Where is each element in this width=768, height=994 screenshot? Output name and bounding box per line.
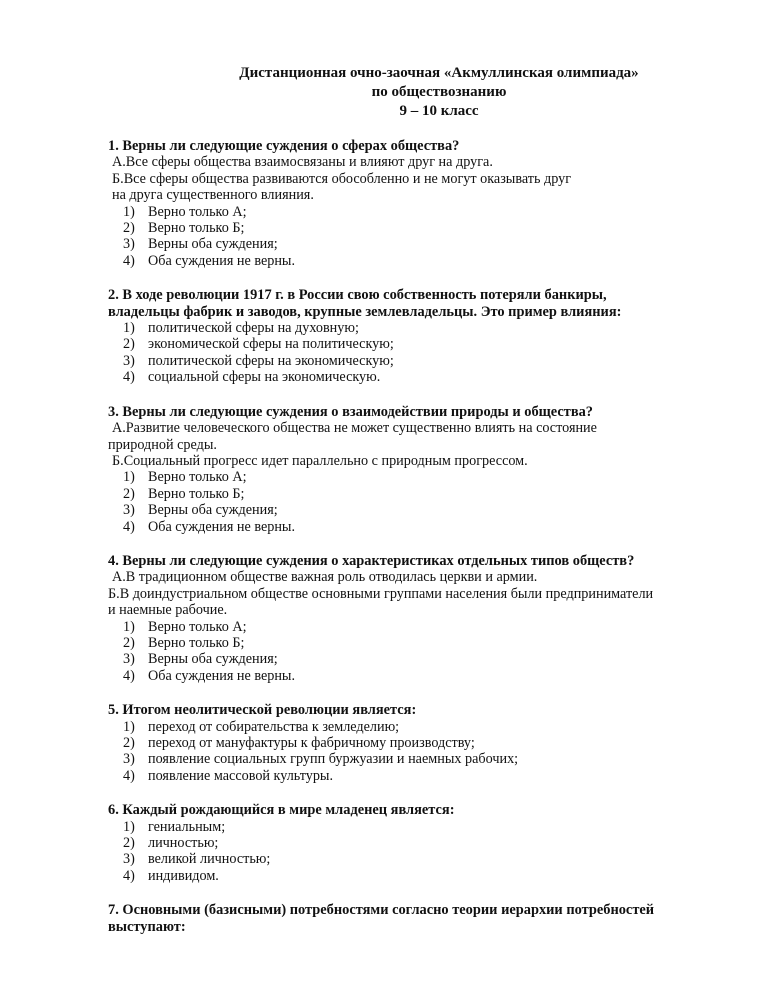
answer-option [108, 651, 728, 667]
option-text: Оба суждения не верны. [148, 252, 296, 269]
statement-b: Б.В доиндустриальном обществе основными группами населения были предприниматели [108, 585, 654, 602]
option-text: Верны оба суждения; [148, 236, 278, 253]
option-text: Верны оба суждения; [148, 502, 278, 519]
option-text: Верно только Б; [148, 485, 245, 502]
option-text: Верно только А; [148, 469, 247, 486]
answer-options [108, 819, 728, 885]
option-number: 4) [123, 767, 135, 784]
option-text: политической сферы на экономическую; [148, 352, 394, 369]
statement-a: А.Все сферы общества взаимосвязаны и влияют друг на друга. [112, 154, 493, 171]
statement-a: А.В традиционном обществе важная роль отводилась церкви и армии. [112, 569, 538, 586]
answer-option [108, 819, 728, 835]
answer-option [108, 668, 728, 684]
question-1 [108, 138, 728, 269]
answer-option [108, 735, 728, 751]
option-number: 4) [123, 518, 135, 535]
option-number: 1) [123, 469, 135, 486]
option-text: Верно только Б; [148, 634, 245, 651]
statement-b-continued: и наемные рабочие. [108, 602, 228, 619]
statement-b: Б.Все сферы общества развиваются обособленно и не могут оказывать друг [112, 170, 572, 187]
option-number: 1) [123, 718, 135, 735]
header-grade: 9 – 10 класс [399, 103, 479, 119]
option-number: 2) [123, 336, 135, 353]
option-number: 2) [123, 485, 135, 502]
option-number: 2) [123, 220, 135, 237]
question-title: 6. Каждый рождающийся в мире младенец является: [108, 802, 455, 819]
option-text: Оба суждения не верны. [148, 518, 296, 535]
answer-option [108, 502, 728, 518]
statement-b: Б.Социальный прогресс идет параллельно с природным прогрессом. [112, 452, 528, 469]
option-number: 3) [123, 352, 135, 369]
question-title: 5. Итогом неолитической революции является: [108, 702, 417, 719]
statement-b-continued: на друга существенного влияния. [112, 187, 314, 204]
answer-option [108, 236, 728, 252]
option-text: переход от собирательства к земледелию; [148, 718, 400, 735]
option-number: 3) [123, 851, 135, 868]
option-text: Верны оба суждения; [148, 651, 278, 668]
answer-option [108, 851, 728, 867]
question-title-line-1: 7. Основными (базисными) потребностями согласно теории иерархии потребностей [108, 902, 655, 919]
answer-option [108, 486, 728, 502]
option-text: Оба суждения не верны. [148, 667, 296, 684]
answer-option [108, 868, 728, 884]
question-title: 3. Верны ли следующие суждения о взаимодействии природы и общества? [108, 403, 593, 420]
answer-option [108, 519, 728, 535]
option-number: 4) [123, 667, 135, 684]
question-title-line-2: владельцы фабрик и заводов, крупные землевладельцы. Это пример влияния: [108, 303, 622, 320]
option-text: Верно только А; [148, 203, 247, 220]
option-number: 2) [123, 634, 135, 651]
question-title-line-2: выступают: [108, 918, 186, 935]
answer-option [108, 768, 728, 784]
option-number: 2) [123, 835, 135, 852]
option-text: политической сферы на духовную; [148, 320, 359, 337]
option-number: 4) [123, 252, 135, 269]
question-3 [108, 404, 728, 535]
option-number: 2) [123, 735, 135, 751]
answer-options [108, 469, 728, 535]
option-number: 3) [123, 502, 135, 519]
option-text: индивидом. [148, 867, 219, 884]
header-subject: по обществознанию [371, 84, 507, 100]
question-2 [108, 287, 728, 385]
answer-option [108, 469, 728, 485]
question-4 [108, 553, 728, 684]
answer-option [108, 320, 728, 336]
question-title-line-1: 2. В ходе революции 1917 г. в России свою собственность потеряли банкиры, [108, 287, 607, 304]
option-text: социальной сферы на экономическую. [148, 369, 381, 386]
option-number: 4) [123, 867, 135, 884]
answer-options [108, 619, 728, 685]
option-text: личностью; [148, 835, 219, 852]
statement-a-continued: природной среды. [108, 436, 217, 453]
answer-option [108, 619, 728, 635]
answer-option [108, 353, 728, 369]
question-7 [108, 902, 728, 935]
answer-options [108, 719, 728, 785]
option-number: 4) [123, 369, 135, 386]
option-text: экономической сферы на политическую; [148, 336, 394, 353]
question-6 [108, 802, 728, 884]
answer-option [108, 719, 728, 735]
answer-option [108, 204, 728, 220]
question-title: 1. Верны ли следующие суждения о сферах общества? [108, 138, 460, 154]
option-text: Верно только А; [148, 618, 247, 635]
option-text: появление социальных групп буржуазии и наемных рабочих; [148, 751, 519, 768]
option-number: 1) [123, 203, 135, 220]
option-text: переход от мануфактуры к фабричному производству; [148, 735, 475, 751]
option-text: гениальным; [148, 818, 226, 835]
answer-options [108, 320, 728, 386]
statement-a: А.Развитие человеческого общества не может существенно влиять на состояние [112, 420, 597, 437]
question-title: 4. Верны ли следующие суждения о характеристиках отдельных типов обществ? [108, 552, 635, 569]
option-text: Верно только Б; [148, 220, 245, 237]
answer-option [108, 835, 728, 851]
document-header [108, 64, 728, 121]
option-number: 1) [123, 618, 135, 635]
option-text: появление массовой культуры. [148, 767, 334, 784]
header-title: Дистанционная очно-заочная «Акмуллинская олимпиада» [239, 65, 639, 81]
option-text: великой личностью; [148, 851, 271, 868]
question-5 [108, 702, 728, 784]
option-number: 1) [123, 818, 135, 835]
answer-option [108, 369, 728, 385]
option-number: 3) [123, 651, 135, 668]
answer-options [108, 204, 728, 270]
option-number: 1) [123, 320, 135, 337]
option-number: 3) [123, 236, 135, 253]
answer-option [108, 751, 728, 767]
answer-option [108, 253, 728, 269]
option-number: 3) [123, 751, 135, 768]
answer-option [108, 635, 728, 651]
answer-option [108, 220, 728, 236]
answer-option [108, 336, 728, 352]
